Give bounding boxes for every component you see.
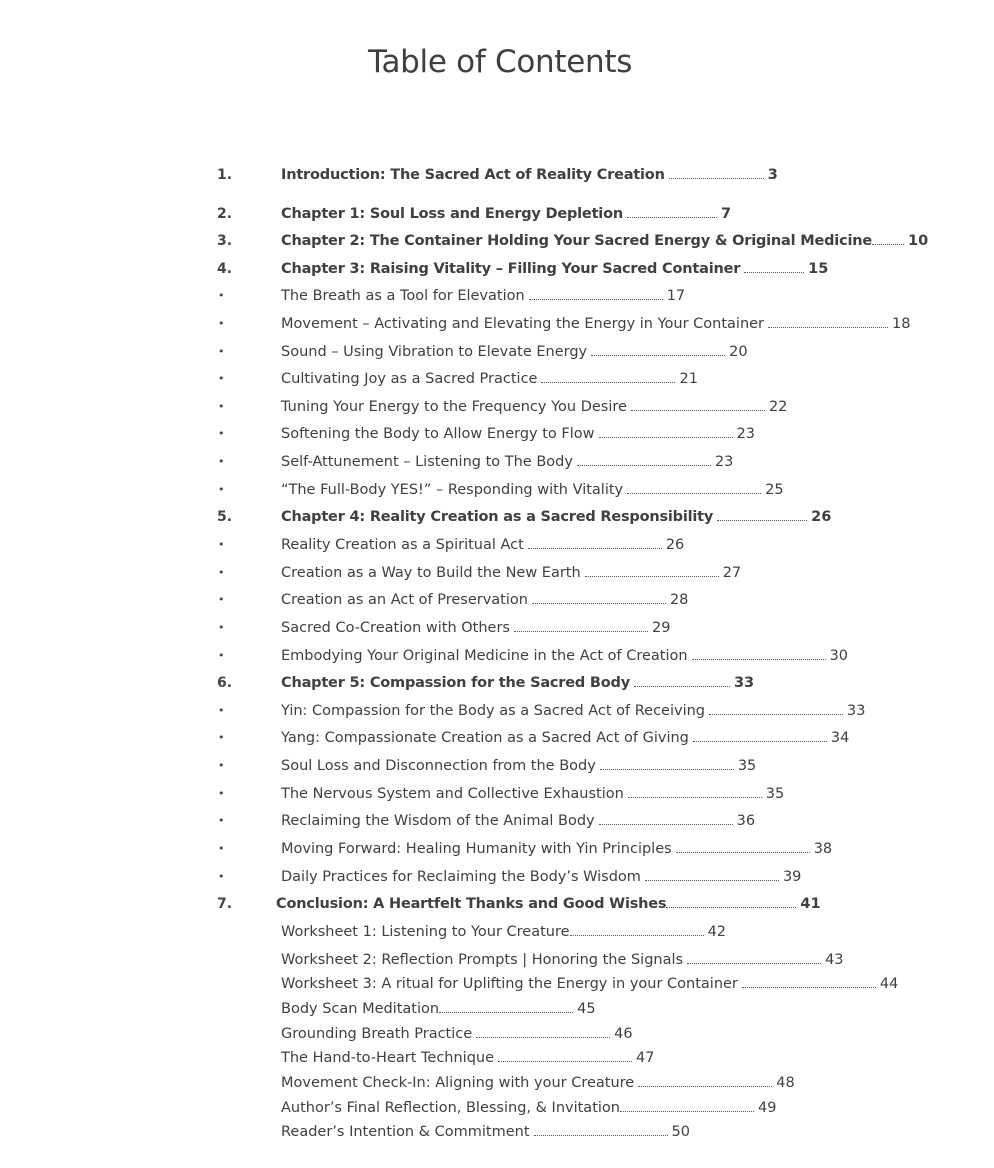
toc-entry-title: Chapter 2: The Container Holding Your Sacred Energy & Original Medicine bbox=[281, 233, 872, 249]
dot-leader bbox=[692, 649, 826, 660]
toc-chapter-entry bbox=[0, 893, 994, 915]
toc-entry-line bbox=[281, 617, 670, 639]
toc-entry-line bbox=[276, 893, 821, 915]
toc-entry-title: Tuning Your Energy to the Frequency You Desire bbox=[281, 399, 627, 415]
toc-section-entry bbox=[0, 1047, 994, 1069]
toc-entry-line bbox=[281, 368, 698, 390]
dot-leader bbox=[498, 1051, 632, 1062]
toc-section-entry bbox=[0, 1097, 994, 1119]
toc-page-number: 38 bbox=[813, 841, 833, 857]
toc-section-entry bbox=[0, 838, 994, 860]
toc-entry-line bbox=[281, 341, 748, 363]
toc-entry-title: Softening the Body to Allow Energy to Flow bbox=[281, 426, 595, 442]
bullet-marker: • bbox=[218, 814, 225, 827]
toc-page-number: 36 bbox=[736, 813, 756, 829]
toc-page-number: 46 bbox=[614, 1026, 633, 1042]
toc-entry-line bbox=[281, 589, 688, 611]
toc-entry-title: Reality Creation as a Spiritual Act bbox=[281, 537, 524, 553]
dot-leader bbox=[709, 704, 843, 715]
toc-chapter-entry bbox=[0, 164, 994, 186]
toc-page-number: 18 bbox=[892, 316, 911, 332]
toc-entry-title: Chapter 5: Compassion for the Sacred Body bbox=[281, 675, 630, 691]
dot-leader bbox=[585, 566, 719, 577]
list-number: 6. bbox=[217, 675, 233, 691]
toc-entry-line bbox=[281, 949, 844, 971]
bullet-marker: • bbox=[218, 345, 225, 358]
dot-leader bbox=[744, 262, 804, 273]
toc-entry-line bbox=[281, 838, 832, 860]
toc-section-entry bbox=[0, 479, 994, 501]
toc-entry-line bbox=[281, 423, 755, 445]
bullet-marker: • bbox=[218, 621, 225, 634]
toc-entry-title: Conclusion: A Heartfelt Thanks and Good Wishes bbox=[276, 896, 667, 912]
toc-entry-line bbox=[281, 1023, 633, 1045]
dot-leader bbox=[645, 870, 779, 881]
dot-leader bbox=[529, 289, 663, 300]
dot-leader bbox=[687, 953, 821, 964]
toc-entry-title: Creation as an Act of Preservation bbox=[281, 592, 528, 608]
toc-entry-title: Reader’s Intention & Commitment bbox=[281, 1124, 530, 1140]
toc-page-number: 26 bbox=[665, 537, 685, 553]
toc-page-number: 15 bbox=[808, 261, 829, 277]
toc-entry-line bbox=[281, 645, 848, 667]
dot-leader bbox=[627, 483, 761, 494]
dot-leader bbox=[476, 1027, 610, 1038]
toc-page-number: 25 bbox=[765, 482, 784, 498]
dot-leader bbox=[541, 372, 675, 383]
toc-section-entry bbox=[0, 534, 994, 556]
toc-entry-line bbox=[281, 562, 741, 584]
toc-page-number: 34 bbox=[830, 730, 850, 746]
dot-leader bbox=[666, 897, 796, 908]
toc-page-number: 44 bbox=[879, 976, 899, 992]
list-number: 1. bbox=[217, 167, 233, 183]
toc-entry-line bbox=[281, 973, 898, 995]
dot-leader bbox=[693, 731, 827, 742]
toc-section-entry bbox=[0, 423, 994, 445]
toc-entry-line bbox=[281, 810, 755, 832]
toc-section-entry bbox=[0, 783, 994, 805]
toc-page-number: 10 bbox=[908, 233, 929, 249]
toc-section-entry bbox=[0, 313, 994, 335]
toc-entry-line bbox=[281, 783, 784, 805]
toc-page-number: 7 bbox=[720, 206, 732, 222]
bullet-marker: • bbox=[218, 787, 225, 800]
toc-page-number: 33 bbox=[733, 675, 755, 691]
toc-section-entry bbox=[0, 341, 994, 363]
dot-leader bbox=[669, 168, 764, 179]
bullet-marker: • bbox=[218, 759, 225, 772]
toc-chapter-entry bbox=[0, 203, 994, 225]
dot-leader bbox=[599, 427, 733, 438]
toc-entry-title: The Breath as a Tool for Elevation bbox=[281, 288, 525, 304]
dot-leader bbox=[742, 977, 876, 988]
toc-page-number: 48 bbox=[776, 1075, 795, 1091]
toc-page-number: 30 bbox=[829, 648, 849, 664]
bullet-marker: • bbox=[218, 289, 225, 302]
toc-chapter-entry bbox=[0, 672, 994, 694]
dot-leader bbox=[599, 814, 733, 825]
toc-entry-title: Chapter 3: Raising Vitality – Filling Your Sacred Container bbox=[281, 261, 741, 277]
toc-entry-title: Author’s Final Reflection, Blessing, & Invitation bbox=[281, 1100, 620, 1116]
toc-section-entry bbox=[0, 1023, 994, 1045]
list-number: 3. bbox=[217, 233, 233, 249]
toc-page-number: 21 bbox=[679, 371, 698, 387]
dot-leader bbox=[528, 538, 662, 549]
list-number: 2. bbox=[217, 206, 233, 222]
toc-entry-line bbox=[281, 700, 865, 722]
toc-entry-title: Worksheet 3: A ritual for Uplifting the Energy in your Container bbox=[281, 976, 738, 992]
toc-entry-line bbox=[281, 921, 726, 943]
dot-leader bbox=[577, 455, 711, 466]
toc-entry-title: Sacred Co-Creation with Others bbox=[281, 620, 510, 636]
toc-page-number: 22 bbox=[768, 399, 788, 415]
toc-section-entry bbox=[0, 1072, 994, 1094]
toc-page-number: 3 bbox=[767, 167, 778, 183]
toc-entry-title: Movement Check-In: Aligning with your Creature bbox=[281, 1075, 635, 1091]
toc-entry-title: Yang: Compassionate Creation as a Sacred Act of Giving bbox=[281, 730, 689, 746]
toc-page-number: 23 bbox=[714, 454, 734, 470]
toc-entry-title: Self-Attunement – Listening to The Body bbox=[281, 454, 573, 470]
toc-entry-line bbox=[281, 1097, 776, 1119]
toc-entry-line bbox=[281, 534, 684, 556]
dot-leader bbox=[620, 1101, 754, 1112]
dot-leader bbox=[872, 234, 904, 245]
toc-section-entry bbox=[0, 617, 994, 639]
toc-section-entry bbox=[0, 921, 994, 943]
dot-leader bbox=[532, 593, 666, 604]
toc-section-entry bbox=[0, 396, 994, 418]
bullet-marker: • bbox=[218, 842, 225, 855]
toc-entry-title: Chapter 4: Reality Creation as a Sacred Responsibility bbox=[281, 509, 714, 525]
toc-entry-title: Body Scan Meditation bbox=[281, 1001, 440, 1017]
toc-entry-title: Movement – Activating and Elevating the Energy in Your Container bbox=[281, 316, 765, 332]
bullet-marker: • bbox=[218, 538, 225, 551]
toc-entry-title: Creation as a Way to Build the New Earth bbox=[281, 565, 581, 581]
toc-entry-title: Reclaiming the Wisdom of the Animal Body bbox=[281, 813, 595, 829]
page-title: Table of Contents bbox=[367, 44, 633, 80]
toc-section-entry bbox=[0, 866, 994, 888]
dot-leader bbox=[534, 1125, 668, 1136]
toc-entry-title: Soul Loss and Disconnection from the Body bbox=[281, 758, 596, 774]
toc-entry-title: Chapter 1: Soul Loss and Energy Depletion bbox=[281, 206, 623, 222]
toc-entry-line bbox=[281, 258, 828, 280]
dot-leader bbox=[638, 1076, 772, 1087]
toc-page-number: 17 bbox=[666, 288, 686, 304]
toc-section-entry bbox=[0, 755, 994, 777]
toc-chapter-entry bbox=[0, 258, 994, 280]
toc-entry-line bbox=[281, 672, 754, 694]
toc-entry-title: Worksheet 2: Reflection Prompts | Honoring the Signals bbox=[281, 952, 684, 968]
toc-section-entry bbox=[0, 998, 994, 1020]
toc-entry-line bbox=[281, 866, 801, 888]
bullet-marker: • bbox=[218, 372, 225, 385]
bullet-marker: • bbox=[218, 731, 225, 744]
toc-entry-title: Sound – Using Vibration to Elevate Energy bbox=[281, 344, 588, 360]
toc-page-number: 35 bbox=[737, 758, 757, 774]
toc-page-number: 29 bbox=[652, 620, 671, 636]
toc-page-number: 41 bbox=[800, 896, 821, 912]
toc-entry-line bbox=[281, 396, 787, 418]
toc-entry-title: Worksheet 1: Listening to Your Creature bbox=[281, 924, 570, 940]
dot-leader bbox=[628, 787, 762, 798]
bullet-marker: • bbox=[218, 455, 225, 468]
toc-page-number: 28 bbox=[669, 592, 689, 608]
toc-entry-line bbox=[281, 755, 756, 777]
bullet-marker: • bbox=[218, 870, 225, 883]
toc-entry-line bbox=[281, 998, 596, 1020]
dot-leader bbox=[591, 345, 725, 356]
toc-page-number: 47 bbox=[636, 1050, 655, 1066]
toc-section-entry bbox=[0, 1121, 994, 1143]
toc-page-number: 43 bbox=[825, 952, 844, 968]
bullet-marker: • bbox=[218, 566, 225, 579]
toc-section-entry bbox=[0, 949, 994, 971]
toc-page-number: 26 bbox=[811, 509, 832, 525]
toc-entry-line bbox=[281, 1047, 654, 1069]
toc-section-entry bbox=[0, 562, 994, 584]
bullet-marker: • bbox=[218, 427, 225, 440]
toc-entry-title: Cultivating Joy as a Sacred Practice bbox=[281, 371, 538, 387]
toc-entry-line bbox=[281, 313, 910, 335]
toc-section-entry bbox=[0, 368, 994, 390]
toc-page-number: 20 bbox=[729, 344, 748, 360]
toc-section-entry bbox=[0, 645, 994, 667]
toc-entry-title: Grounding Breath Practice bbox=[281, 1026, 473, 1042]
dot-leader bbox=[439, 1002, 573, 1013]
toc-entry-line bbox=[281, 506, 831, 528]
bullet-marker: • bbox=[218, 649, 225, 662]
toc-chapter-entry bbox=[0, 506, 994, 528]
toc-entry-title: Embodying Your Original Medicine in the Act of Creation bbox=[281, 648, 688, 664]
bullet-marker: • bbox=[218, 704, 225, 717]
toc-page-number: 35 bbox=[765, 786, 785, 802]
toc-page-number: 45 bbox=[577, 1001, 596, 1017]
list-number: 7. bbox=[217, 896, 233, 912]
toc-page-number: 27 bbox=[722, 565, 742, 581]
dot-leader bbox=[514, 621, 648, 632]
toc-entry-line bbox=[281, 1072, 795, 1094]
dot-leader bbox=[600, 759, 734, 770]
toc-page-number: 49 bbox=[757, 1100, 777, 1116]
bullet-marker: • bbox=[218, 400, 225, 413]
toc-section-entry bbox=[0, 700, 994, 722]
toc-entry-line bbox=[281, 203, 731, 225]
toc-entry-title: The Nervous System and Collective Exhaustion bbox=[281, 786, 624, 802]
toc-entry-line bbox=[281, 230, 928, 252]
toc-entry-title: Introduction: The Sacred Act of Reality Creation bbox=[281, 167, 665, 183]
list-number: 4. bbox=[217, 261, 233, 277]
toc-entry-title: “The Full-Body YES!” – Responding with Vitality bbox=[281, 482, 624, 498]
dot-leader bbox=[676, 842, 810, 853]
toc-page-number: 50 bbox=[671, 1124, 690, 1140]
toc-entry-title: Moving Forward: Healing Humanity with Yin Principles bbox=[281, 841, 672, 857]
toc-page-number: 33 bbox=[847, 703, 866, 719]
toc-section-entry bbox=[0, 589, 994, 611]
dot-leader bbox=[627, 207, 717, 218]
bullet-marker: • bbox=[218, 593, 225, 606]
toc-section-entry bbox=[0, 810, 994, 832]
bullet-marker: • bbox=[218, 483, 225, 496]
toc-page-number: 39 bbox=[782, 869, 802, 885]
toc-entry-line bbox=[281, 479, 784, 501]
toc-section-entry bbox=[0, 285, 994, 307]
toc-entry-line bbox=[281, 285, 685, 307]
toc-page-number: 23 bbox=[736, 426, 755, 442]
toc-entry-line bbox=[281, 727, 849, 749]
toc-entry-title: Daily Practices for Reclaiming the Body’s Wisdom bbox=[281, 869, 641, 885]
toc-chapter-entry bbox=[0, 230, 994, 252]
dot-leader bbox=[717, 510, 807, 521]
dot-leader bbox=[634, 676, 730, 687]
toc-entry-title: The Hand-to-Heart Technique bbox=[281, 1050, 495, 1066]
toc-entry-title: Yin: Compassion for the Body as a Sacred Act of Receiving bbox=[281, 703, 706, 719]
list-number: 5. bbox=[217, 509, 233, 525]
toc-page-number: 42 bbox=[707, 924, 727, 940]
dot-leader bbox=[631, 400, 765, 411]
toc-entry-line bbox=[281, 164, 778, 186]
toc-section-entry bbox=[0, 973, 994, 995]
toc-section-entry bbox=[0, 727, 994, 749]
toc-section-entry bbox=[0, 451, 994, 473]
bullet-marker: • bbox=[218, 317, 225, 330]
dot-leader bbox=[570, 925, 704, 936]
toc-entry-line bbox=[281, 1121, 690, 1143]
dot-leader bbox=[768, 317, 888, 328]
toc-entry-line bbox=[281, 451, 733, 473]
